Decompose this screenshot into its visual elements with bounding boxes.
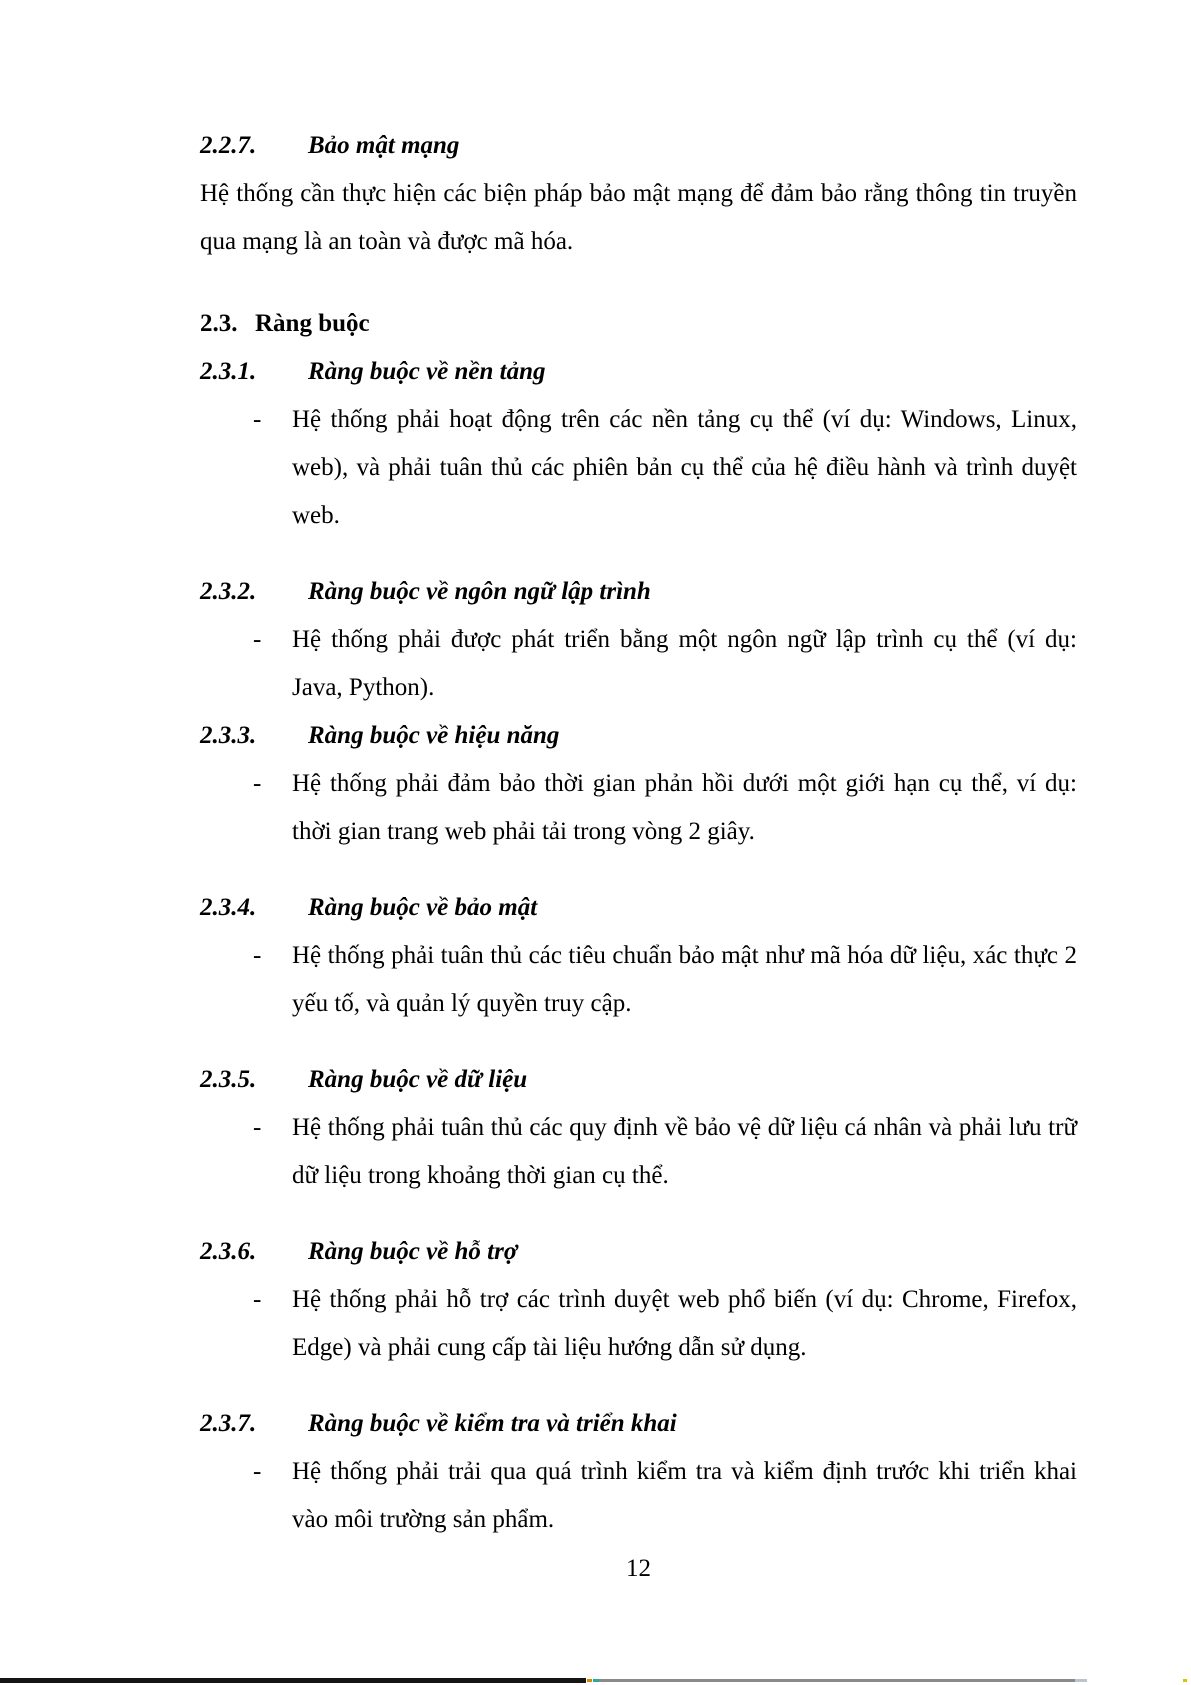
heading-title: Ràng buộc (255, 310, 370, 337)
section-heading-2-3-7 (200, 1400, 1077, 1448)
heading-title: Bảo mật mạng (308, 132, 460, 159)
heading-number: 2.2.7. (200, 132, 257, 159)
section-heading-2-3-1 (200, 348, 1077, 396)
heading-title: Ràng buộc về kiểm tra và triển khai (308, 1410, 677, 1437)
bullet-marker: - (253, 1114, 262, 1141)
bullet-item (253, 1448, 1077, 1544)
heading-number: 2.3.3. (200, 722, 257, 749)
bullet-text: Hệ thống phải được phát triển bằng một ngôn ngữ lập trình cụ thể (ví dụ: Java, Python). (292, 626, 1077, 701)
heading-number: 2.3.4. (200, 894, 257, 921)
bullet-marker: - (253, 406, 262, 433)
heading-title: Ràng buộc về dữ liệu (308, 1066, 528, 1093)
heading-title: Ràng buộc về ngôn ngữ lập trình (308, 578, 651, 605)
section-heading-2-3-6 (200, 1228, 1077, 1276)
section-heading-2-3-5 (200, 1056, 1077, 1104)
heading-title: Ràng buộc về hỗ trợ (308, 1238, 518, 1265)
bullet-text: Hệ thống phải hỗ trợ các trình duyệt web phổ biến (ví dụ: Chrome, Firefox, Edge) và phải cung cấp tài liệu hướng dẫn sử dụng. (292, 1286, 1077, 1361)
page-number: 12 (626, 1555, 651, 1582)
bullet-marker: - (253, 626, 262, 653)
bullet-item (253, 396, 1077, 540)
bullet-text: Hệ thống phải tuân thủ các quy định về bảo vệ dữ liệu cá nhân và phải lưu trữ dữ liệu trong khoảng thời gian cụ thể. (292, 1114, 1077, 1189)
bullet-marker: - (253, 770, 262, 797)
bullet-text: Hệ thống phải hoạt động trên các nền tảng cụ thể (ví dụ: Windows, Linux, web), và phải tuân thủ các phiên bản cụ thể của hệ điều hành và trình duyệt web. (292, 406, 1077, 529)
heading-number: 2.3.2. (200, 578, 257, 605)
section-heading-2-3-4 (200, 884, 1077, 932)
bullet-item (253, 760, 1077, 856)
bullet-marker: - (253, 1458, 262, 1485)
taskbar-orange-dot (587, 1679, 592, 1682)
bullet-text: Hệ thống phải trải qua quá trình kiểm tra và kiểm định trước khi triển khai vào môi trường sản phẩm. (292, 1458, 1077, 1533)
section-heading-2-3-3 (200, 712, 1077, 760)
bullet-item (253, 932, 1077, 1028)
bullet-text: Hệ thống phải tuân thủ các tiêu chuẩn bảo mật như mã hóa dữ liệu, xác thực 2 yếu tố, và quản lý quyền truy cập. (292, 942, 1077, 1017)
heading-number: 2.3.5. (200, 1066, 257, 1093)
taskbar-edge (0, 1677, 1191, 1685)
document-content (200, 122, 1077, 1544)
section-heading-2-2-7 (200, 122, 1077, 170)
bullet-marker: - (253, 942, 262, 969)
taskbar-dark-segment (0, 1678, 586, 1683)
section-heading-2-3 (200, 300, 1077, 348)
paragraph: Hệ thống cần thực hiện các biện pháp bảo mật mạng để đảm bảo rằng thông tin truyền qua mạng là an toàn và được mã hóa. (200, 180, 1077, 255)
taskbar-gray-line-tip (1075, 1679, 1087, 1682)
bullet-text: Hệ thống phải đảm bảo thời gian phản hồi dưới một giới hạn cụ thể, ví dụ: thời gian trang web phải tải trong vòng 2 giây. (292, 770, 1077, 845)
heading-title: Ràng buộc về bảo mật (308, 894, 538, 921)
heading-number: 2.3.6. (200, 1238, 257, 1265)
taskbar-yellow-dot (1183, 1679, 1187, 1682)
heading-title: Ràng buộc về nền tảng (308, 358, 546, 385)
bullet-item (253, 616, 1077, 712)
taskbar-gray-line (599, 1679, 1075, 1682)
bullet-item (253, 1276, 1077, 1372)
section-heading-2-3-2 (200, 568, 1077, 616)
bullet-item (253, 1104, 1077, 1200)
heading-number: 2.3.7. (200, 1410, 257, 1437)
heading-number: 2.3. (200, 310, 238, 337)
heading-number: 2.3.1. (200, 358, 257, 385)
heading-title: Ràng buộc về hiệu năng (308, 722, 560, 749)
bullet-marker: - (253, 1286, 262, 1313)
